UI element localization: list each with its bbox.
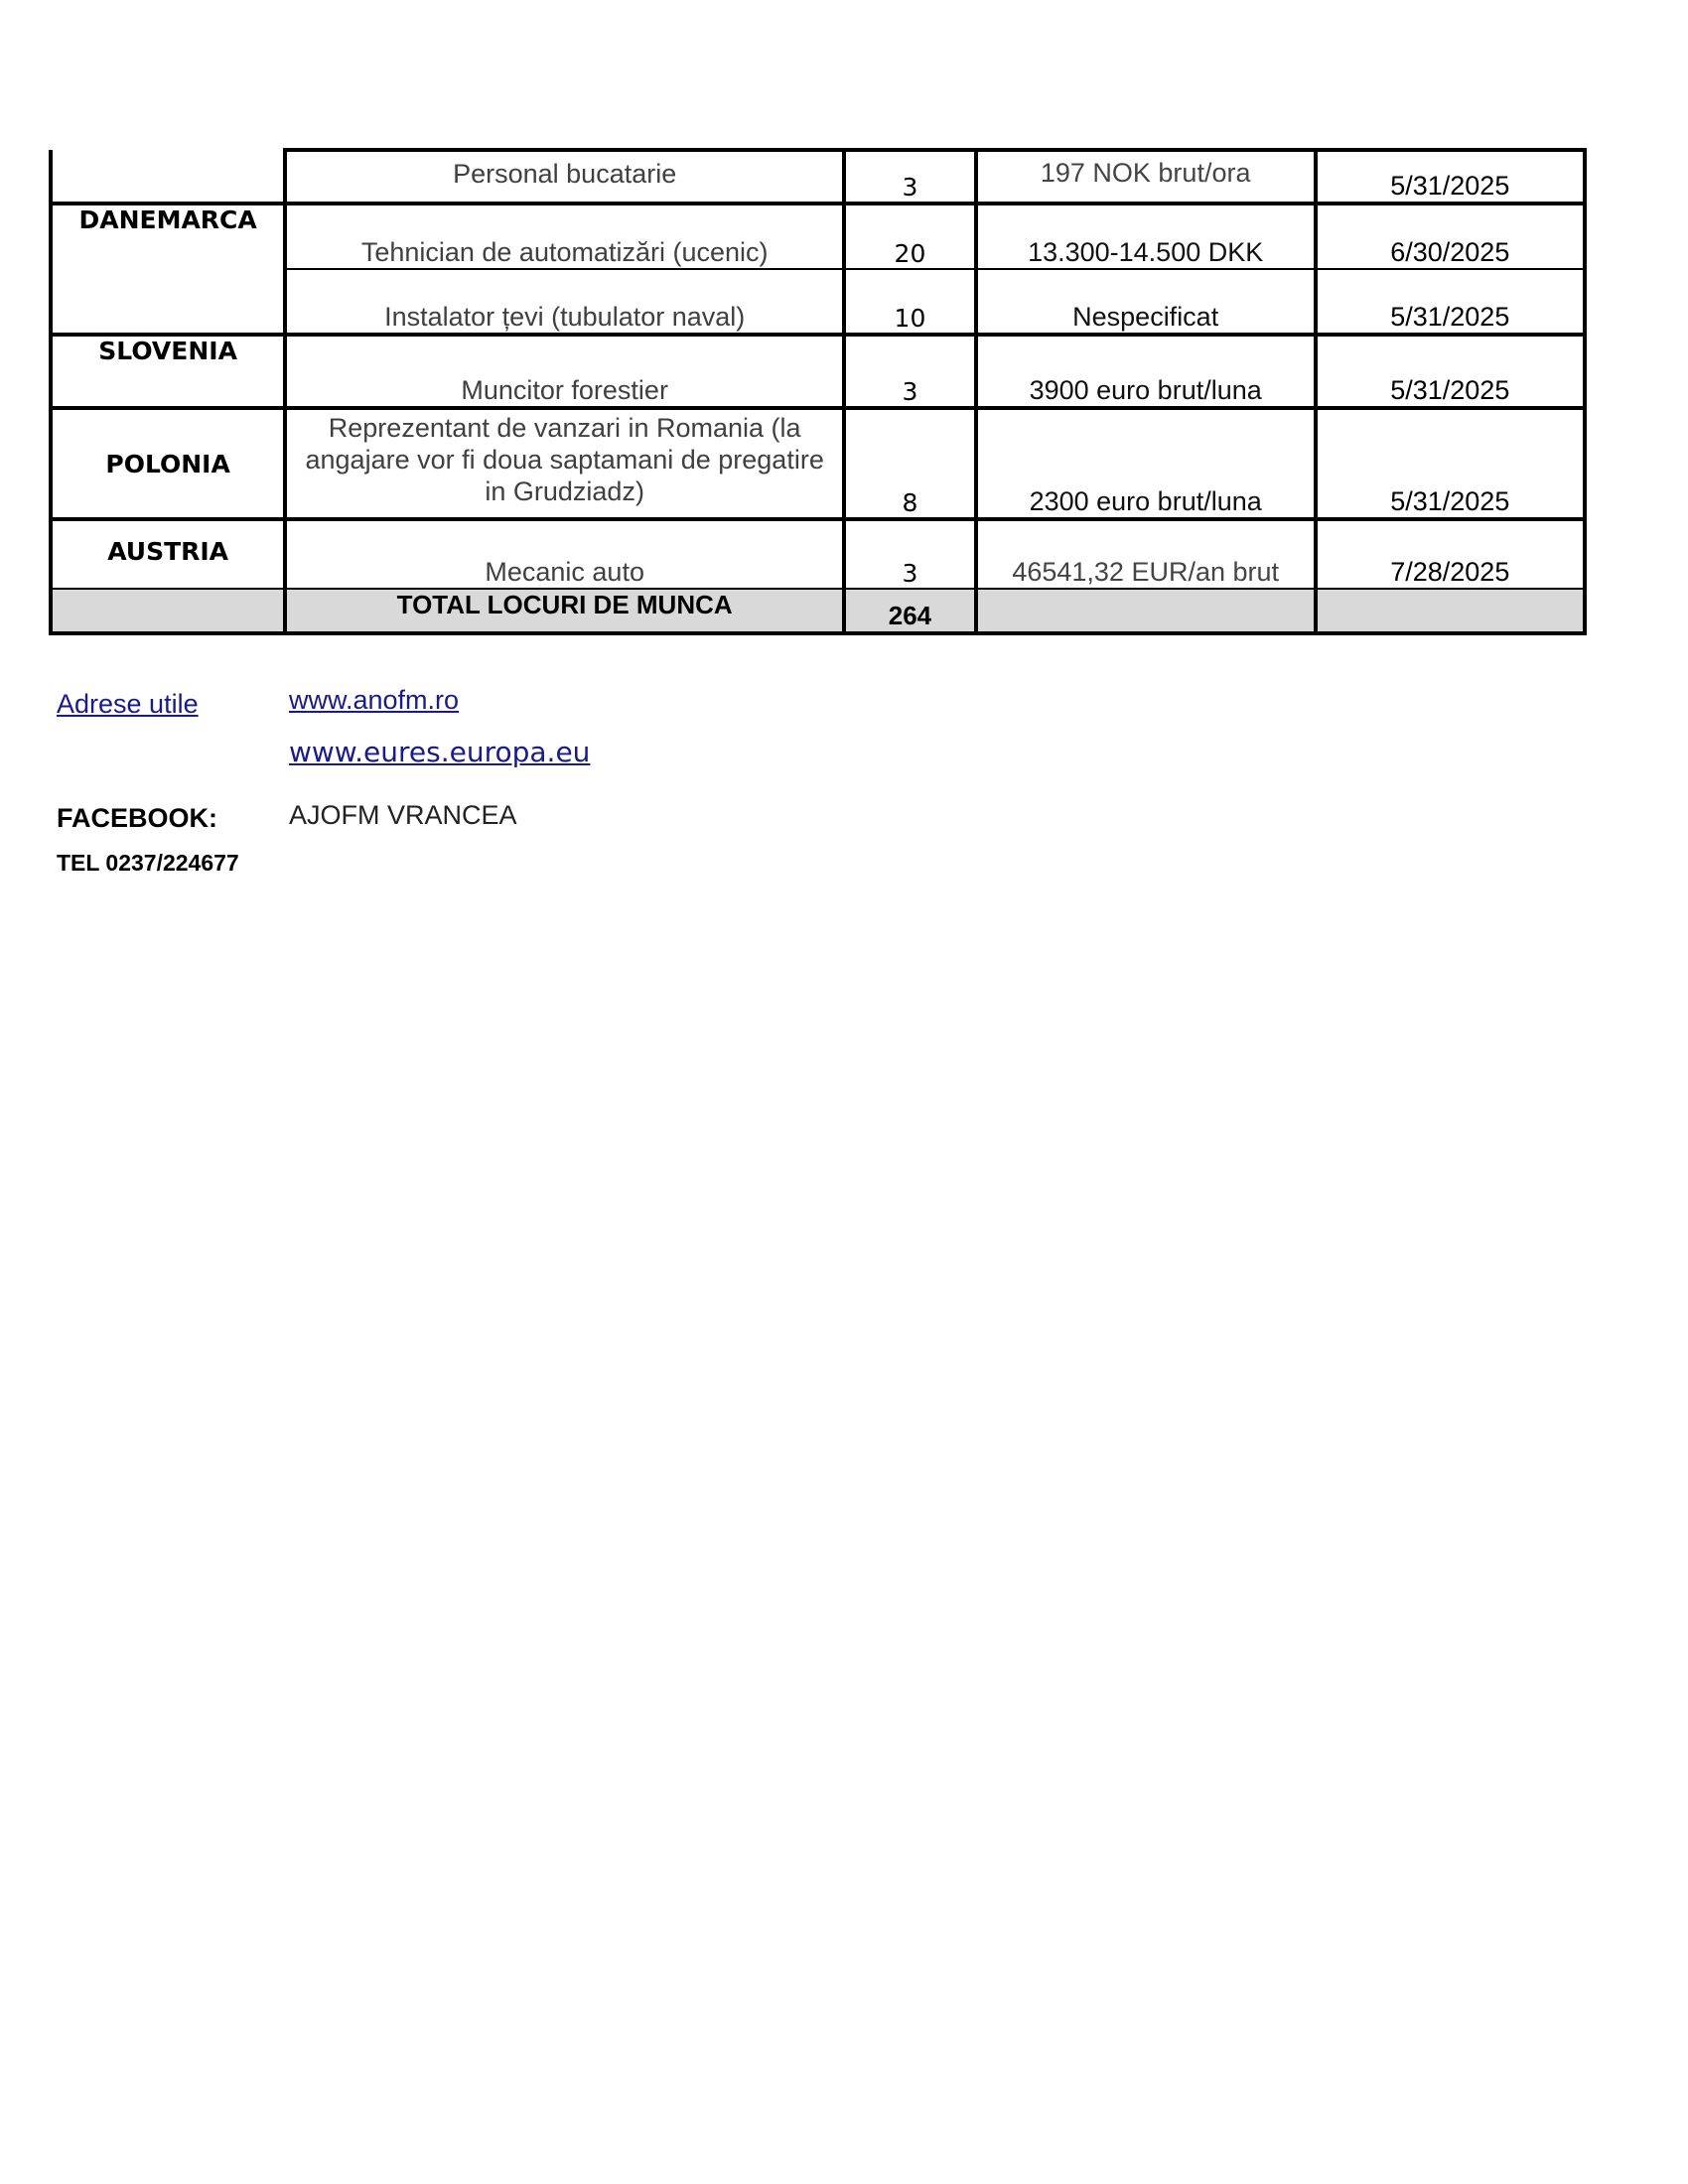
- salary-cell: Nespecificat: [976, 269, 1316, 335]
- positions-count-cell: 3: [844, 519, 976, 589]
- salary-cell: 3900 euro brut/luna: [976, 335, 1316, 408]
- table-row: [51, 204, 1585, 269]
- total-row: [51, 589, 1585, 633]
- positions-count-cell: 8: [844, 408, 976, 519]
- job-title-cell: Muncitor forestier: [285, 335, 844, 408]
- country-cell: [51, 150, 285, 204]
- table-row: [51, 519, 1585, 589]
- deadline-cell: 5/31/2025: [1316, 150, 1585, 204]
- facebook-value: AJOFM VRANCEA: [289, 800, 517, 830]
- facebook-label: FACEBOOK:: [57, 803, 217, 833]
- positions-count-cell: 3: [844, 150, 976, 204]
- country-cell: AUSTRIA: [51, 519, 285, 589]
- total-value: 264: [844, 589, 976, 633]
- positions-count-cell: 3: [844, 335, 976, 408]
- job-title-cell: Tehnician de automatizări (ucenic): [285, 204, 844, 269]
- deadline-cell: 7/28/2025: [1316, 519, 1585, 589]
- deadline-cell: 6/30/2025: [1316, 204, 1585, 269]
- deadline-cell: 5/31/2025: [1316, 269, 1585, 335]
- job-offers-table: [49, 148, 1587, 635]
- country-cell: SLOVENIA: [51, 335, 285, 408]
- table-row: [51, 335, 1585, 408]
- deadline-cell: 5/31/2025: [1316, 335, 1585, 408]
- country-cell: DANEMARCA: [51, 204, 285, 335]
- anofm-link[interactable]: www.anofm.ro: [289, 685, 460, 715]
- total-empty-cell: [51, 589, 285, 633]
- job-title-cell: Instalator țevi (tubulator naval): [285, 269, 844, 335]
- deadline-cell: 5/31/2025: [1316, 408, 1585, 519]
- eures-link[interactable]: www.eures.europa.eu: [289, 736, 591, 768]
- salary-cell: 2300 euro brut/luna: [976, 408, 1316, 519]
- salary-cell: 197 NOK brut/ora: [976, 150, 1316, 204]
- salary-cell: 46541,32 EUR/an brut: [976, 519, 1316, 589]
- phone-number: TEL 0237/224677: [57, 850, 239, 876]
- table-row: [51, 150, 1585, 204]
- table-row: [51, 408, 1585, 519]
- total-label: TOTAL LOCURI DE MUNCA: [285, 589, 844, 633]
- job-title-cell: Mecanic auto: [285, 519, 844, 589]
- useful-addresses-link[interactable]: Adrese utile: [57, 689, 199, 719]
- country-cell: POLONIA: [51, 408, 285, 519]
- positions-count-cell: 10: [844, 269, 976, 335]
- job-title-cell: Reprezentant de vanzari in Romania (la angajare vor fi doua saptamani de pregatire in Grudziadz): [285, 408, 844, 519]
- salary-cell: 13.300-14.500 DKK: [976, 204, 1316, 269]
- total-empty-cell: [1316, 589, 1585, 633]
- positions-count-cell: 20: [844, 204, 976, 269]
- job-title-cell: Personal bucatarie: [285, 150, 844, 204]
- total-empty-cell: [976, 589, 1316, 633]
